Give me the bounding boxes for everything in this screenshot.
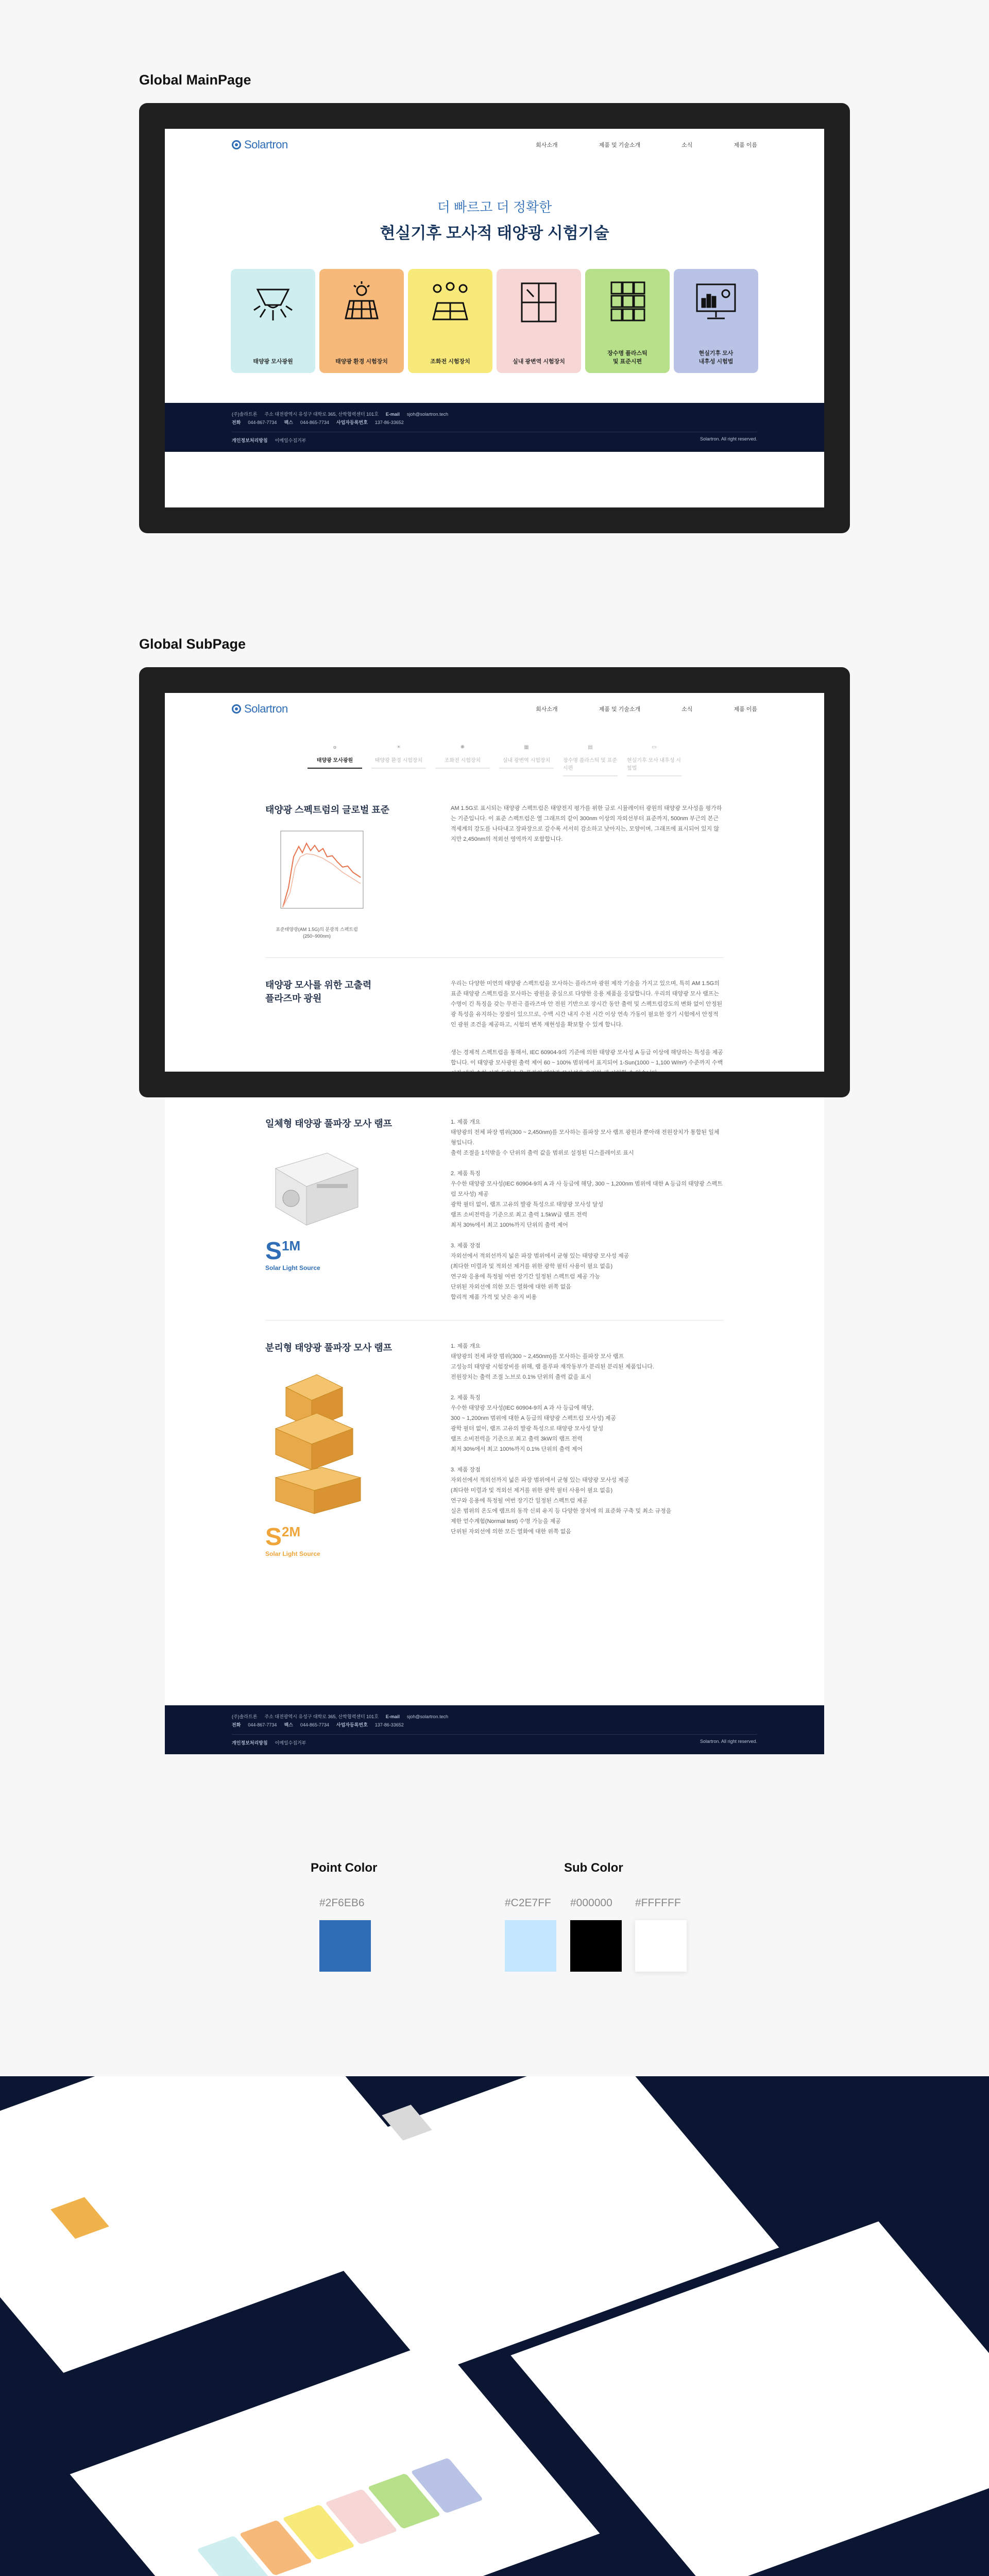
email-refuse-link[interactable]: 이메일수집거부 <box>275 1740 306 1745</box>
footer-tel: 044-867-7734 <box>248 1722 277 1727</box>
tab-label: 조화전 시험장치 <box>444 758 481 764</box>
nav-item-product-name[interactable]: 제품 이름 <box>734 142 757 148</box>
tab-label: 태양광 환경 시험장치 <box>374 758 423 764</box>
tab-underline <box>563 775 618 776</box>
triple-sun-panel-icon <box>427 279 473 326</box>
main-nav <box>536 141 757 149</box>
logo-mark-icon <box>232 704 241 714</box>
nav-item-company[interactable]: 회사소개 <box>536 142 558 148</box>
triple-sun-panel-icon: ✺ <box>460 744 465 750</box>
tab-underline <box>627 775 681 776</box>
copyright: Solartron. All right reserved. <box>700 436 757 442</box>
card-plastic-specimen[interactable] <box>585 269 670 373</box>
section-title: 태양광 모사를 위한 고출력 플라즈마 광원 <box>265 980 372 1004</box>
card-harmonic-tester[interactable] <box>408 269 492 373</box>
sub-color-hex-2: #000000 <box>570 1897 612 1909</box>
spectrum-chart <box>265 826 368 940</box>
card-label: 실내 광변역 시험장치 <box>513 359 565 365</box>
model-suffix: 2M <box>282 1524 301 1539</box>
copyright: Solartron. All right reserved. <box>700 1739 757 1744</box>
section-body: 1. 제품 개요 태양광의 전체 파장 범위(300 ~ 2,450nm)를 모사하는 플파장 모사 램프 고성능의 태양광 시험장비를 위해, 램 플루파 재작동부가 분리된 분리된 제품입니다. 전원장치는 출력 조절 노브로 0.1% 단위의 출력 값을 표시 2. 제품 특징 우수한 태양광 모사성(IEC 60904-9의 A 과 사 등급에 해당, 300 ~ 1,200nm 범위에 대한 A 등급의 태양광 스펙트럼 모사성) 제공 광학 필터 없이, 램프 고유의 발광 특성으로 태양광 모사성 달성 램프 소비전력을 기준으로 최고 출력 3kW의 램프 전력 최저 30%에서 최고 100%까지 0.1% 단위의 출력 제어 3. 제품 장점 자외선에서 적외선까지 넓은 파장 범위에서 균형 있는 태양광 모사성 제공 (최다한 미렬과 및 적외선 제거를 위한 광학 필터 사용이 필요 없음) 연구와 응용에 특정될 여번 장기간 일정된 스펙트럼 제공 실온 범위의 온도에 램프의 동작 신뢰 유지 등 다양한 장치에 의 표준화 구축 및 최소 규정을 제한 얻수계험(Normal test) 수명 가능을 제공 단위된 자외선에 의한 모든 열화에 대한 위쪽 없음 <box>451 1343 672 1535</box>
sub-nav <box>536 705 757 713</box>
site-logo[interactable] <box>232 138 288 151</box>
product-tabs <box>165 738 824 776</box>
section-integrated-lamp <box>165 1117 824 1302</box>
footer-biz: 137-86-33652 <box>374 420 404 425</box>
lamp-icon: ☼ <box>332 744 337 750</box>
nav-item-product-name[interactable]: 제품 이름 <box>734 706 757 713</box>
nav-item-news[interactable]: 소식 <box>681 142 693 148</box>
product-image-s1m <box>265 1143 373 1272</box>
nav-item-products[interactable]: 제품 및 기술소개 <box>599 142 641 148</box>
footer-divider <box>232 1734 757 1735</box>
window-icon <box>516 279 562 326</box>
product-image-s2m <box>265 1367 373 1557</box>
monitor-chart-icon <box>693 279 739 326</box>
card-solar-env-tester[interactable] <box>319 269 404 373</box>
model-s2m <box>265 1519 373 1550</box>
model-prefix: S <box>265 1523 282 1551</box>
window-icon: ▦ <box>524 744 529 750</box>
monitor-frame-sub-left <box>139 693 165 1072</box>
nav-item-products[interactable]: 제품 및 기술소개 <box>599 706 641 713</box>
privacy-link[interactable]: 개인정보처리방침 <box>232 1740 268 1745</box>
tab-indoor-tester[interactable] <box>499 738 554 776</box>
solar-panel-sun-icon: ☀ <box>396 744 401 750</box>
footer-biz-label: 사업자등록번호 <box>336 1722 368 1727</box>
point-color-title: Point Color <box>311 1861 378 1875</box>
sub-color-hex-3: #FFFFFF <box>635 1897 681 1909</box>
card-label: 현실기후 모사 내후성 시험법 <box>698 350 734 365</box>
logo-text: Solartron <box>244 702 288 715</box>
monitor-frame-sub-right <box>824 693 850 1072</box>
footer-biz-label: 사업자등록번호 <box>336 420 368 425</box>
tab-underline <box>435 768 490 769</box>
section-plasma-source <box>165 978 824 1078</box>
card-solar-simulator[interactable] <box>231 269 315 373</box>
category-cards <box>165 269 824 373</box>
logo-mark-icon <box>232 140 241 149</box>
site-header <box>165 129 824 161</box>
monitor-chart-icon: ▭ <box>652 744 657 750</box>
section-title: 태양광 스펙트럼의 글로벌 표준 <box>265 805 390 815</box>
model-suffix: 1M <box>282 1238 301 1253</box>
footer-biz: 137-86-33652 <box>374 1722 404 1727</box>
section-title: 일체형 태양광 풀파장 모사 램프 <box>265 1118 393 1129</box>
tab-solar-simulator[interactable] <box>308 738 362 776</box>
model-caption: Solar Light Source <box>265 1264 320 1272</box>
section-body-extra: 생는 경제적 스펙트럼을 통해서, IEC 60904-9의 기준에 의한 태양광 모사성 A 등급 이상에 해당하는 특성을 제공합니다. 이 태양광 모사광원 출력 제어 60 ~ 100% 범위에서 표지되어 1-Sun(1000 ~ 1,100 W/m²) 수준까지 수백 <box>451 1049 723 1066</box>
sub-footer-wrap <box>165 1705 824 1754</box>
tab-plastic-specimen[interactable] <box>563 738 618 776</box>
section-global-standard <box>165 803 824 940</box>
tab-underline <box>371 768 426 769</box>
mainpage-label: Global MainPage <box>139 72 251 88</box>
sub-color-title: Sub Color <box>564 1861 623 1875</box>
footer-fax-label: 팩스 <box>284 420 293 425</box>
tab-underline <box>499 768 554 769</box>
card-label: 장수명 플라스틱 및 표준시편 <box>607 350 647 365</box>
footer-company: (주)솔라트론 <box>232 1714 258 1719</box>
model-caption: Solar Light Source <box>265 1550 320 1557</box>
site-footer <box>165 403 824 452</box>
sub-color-swatch-3 <box>635 1920 687 1972</box>
section-divider <box>265 957 724 958</box>
sub-color-hex-1: #C2E7FF <box>505 1897 551 1909</box>
tab-env-tester[interactable] <box>371 738 426 776</box>
hero-title: 현실기후 모사적 태양광 시험기술 <box>380 224 609 242</box>
footer-address: 주소 대전광역시 유성구 대학로 365, 산학협력센터 101호 <box>264 412 379 417</box>
solar-panel-sun-icon <box>338 279 385 326</box>
email-refuse-link[interactable]: 이메일수집거부 <box>275 438 306 443</box>
model-prefix: S <box>265 1238 282 1265</box>
section-body: 우리는 다양한 미연의 태양광 스펙트럼을 모사하는 플라즈마 광원 제작 기술을 가지고 있으며, 특히 AM 1.5G의 표준 태양광 스펙트럼을 모사하는 광원을 중심으로 다양한 응용 제품을 응답합니다. 우리의 태양광 모사 램프는 수명이 긴 특징을 갖는 무전극 플라즈마 안 전원 기반으로 장시간 동안 출력 및 스펙트럼강도의 변화 없이 안정된 광 특성을 유지하는 장점이 있으므로, 수백 시간 내지 수천 시간 이상 연속 가동이 필요한 장기 시험에서 안정적인 광원 조건을 제공하고, 시험의 변복 재현성을 확보할 수 있게 합니다. <box>451 980 723 1028</box>
nav-item-company[interactable]: 회사소개 <box>536 706 558 713</box>
footer-email[interactable]: sjoh@solartron.tech <box>406 1714 449 1719</box>
lamp-unit-image <box>265 1143 368 1230</box>
footer-fax: 044-865-7734 <box>300 1722 329 1727</box>
monitor-frame-sub-bottom <box>139 1072 850 1097</box>
model-s1m <box>265 1233 373 1264</box>
site-logo[interactable] <box>232 702 288 716</box>
point-color-hex: #2F6EB6 <box>319 1897 365 1909</box>
tab-label: 현실기후 모사 내후성 시험법 <box>627 758 681 771</box>
site-footer <box>165 1705 824 1754</box>
point-color-swatch <box>319 1920 371 1972</box>
footer-company: (주)솔라트론 <box>232 412 258 417</box>
monitor-frame-main <box>139 103 850 533</box>
footer-tel-label: 전화 <box>232 1722 241 1727</box>
tab-label: 실내 광변역 시험장치 <box>502 758 551 764</box>
section-body: AM 1.5G로 표시되는 태양광 스펙트럼은 태양전지 평가를 위한 글로 시뮬레이터 광원의 태양광 모사성을 평가하는 기준입니다. 이 표준 스펙트럼은 열 그래프의 같이 300nm 이상의 자외선부터 표준까지, 500nm 부근의 본근적세계의 강도를 나타내고 장파장으로 갈수록 서서히 감소하고 낮아지는, 모양이며, 그래프에 표시되어 있지 않지만 2,450nm의 적외선 영역까지 포함합니다. <box>451 805 722 842</box>
footer-fax: 044-865-7734 <box>300 420 329 425</box>
card-weathering-test[interactable] <box>674 269 758 373</box>
card-label: 태양광 모사광원 <box>253 359 293 365</box>
nav-item-news[interactable]: 소식 <box>681 706 693 713</box>
spectrum-graph-image <box>265 826 368 924</box>
main-screen <box>165 129 824 507</box>
section-separated-lamp <box>165 1341 824 1557</box>
hero-subtitle: 더 빠르고 더 정확한 <box>437 199 552 215</box>
monitor-frame-sub-top <box>139 667 850 693</box>
footer-tel-label: 전화 <box>232 420 241 425</box>
card-indoor-tester[interactable] <box>497 269 581 373</box>
sub-screen <box>165 693 824 1754</box>
grid-panel-icon: ▤ <box>588 744 593 750</box>
card-label: 태양광 환경 시험장치 <box>335 359 388 365</box>
section-title: 분리형 태양광 풀파장 모사 램프 <box>265 1343 393 1353</box>
footer-email-label: E-mail <box>385 412 400 417</box>
section-body: 1. 제품 개요 태양광의 전체 파장 범위(300 ~ 2,450nm)를 모사하는 플파장 모사 램프 광원과 뿐아래 전원장치가 통합된 일체형입니다. 출력 조절을 1석밖을 수 단위의 출력 값을 범위로 설정된 디스플레이로 표시 2. 제품 특징 우수한 태양광 모사성(IEC 60904-9의 A 과 사 등급에 해당, 300 ~ 1,200nm 범위에 대한 A 등급의 태양광 스펙트럼 모사성) 제공 광학 필터 없이, 램프 고유의 발광 특성으로 태양광 모사성 달성 램프 소비전력을 기준으로 최고 출력 1.5kW급 램프 전력 최저 30%에서 최고 100%까지 단위의 출력 제어 3. 제품 장점 자외선에서 적외선까지 넓은 파장 범위에서 균형 있는 태양광 모사성 제공 (최다한 미렬과 및 적외선 제거를 위한 광학 필터 사용이 필요 없음) 연구와 응용에 특정될 여번 장기간 일정된 스펙트럼 제공 가능 단위된 자외선에 의한 모든 열화에 대한 위쪽 없음 합리적 제품 가격 및 낮은 유지 비용 <box>451 1119 723 1300</box>
logo-text: Solartron <box>244 138 288 151</box>
sub-header <box>165 693 824 725</box>
mockup-collage <box>0 2076 989 2576</box>
tab-label: 태양광 모사광원 <box>316 758 353 764</box>
footer-address: 주소 대전광역시 유성구 대학로 365, 산학협력센터 101호 <box>264 1714 379 1719</box>
lamp-units-image <box>265 1367 368 1516</box>
sub-color-swatch-2 <box>570 1920 622 1972</box>
tab-weathering-test[interactable] <box>627 738 681 776</box>
footer-email-label: E-mail <box>385 1714 400 1719</box>
tab-harmonic-tester[interactable] <box>435 738 490 776</box>
card-label: 조화전 시험장치 <box>430 359 470 365</box>
footer-tel: 044-867-7734 <box>248 420 277 425</box>
privacy-link[interactable]: 개인정보처리방침 <box>232 438 268 443</box>
grid-panel-icon <box>604 279 651 326</box>
footer-email[interactable]: sjoh@solartron.tech <box>406 412 449 417</box>
footer-fax-label: 팩스 <box>284 1722 293 1727</box>
chart-caption: 표준태양광(AM 1.5G)의 분광적 스펙트럼 (250~900nm) <box>276 927 358 939</box>
tab-underline <box>308 768 362 769</box>
sub-color-swatch-1 <box>505 1920 556 1972</box>
tab-label: 장수명 플라스틱 및 표준시편 <box>563 758 617 771</box>
lamp-icon <box>250 279 296 326</box>
subpage-label: Global SubPage <box>139 636 246 652</box>
